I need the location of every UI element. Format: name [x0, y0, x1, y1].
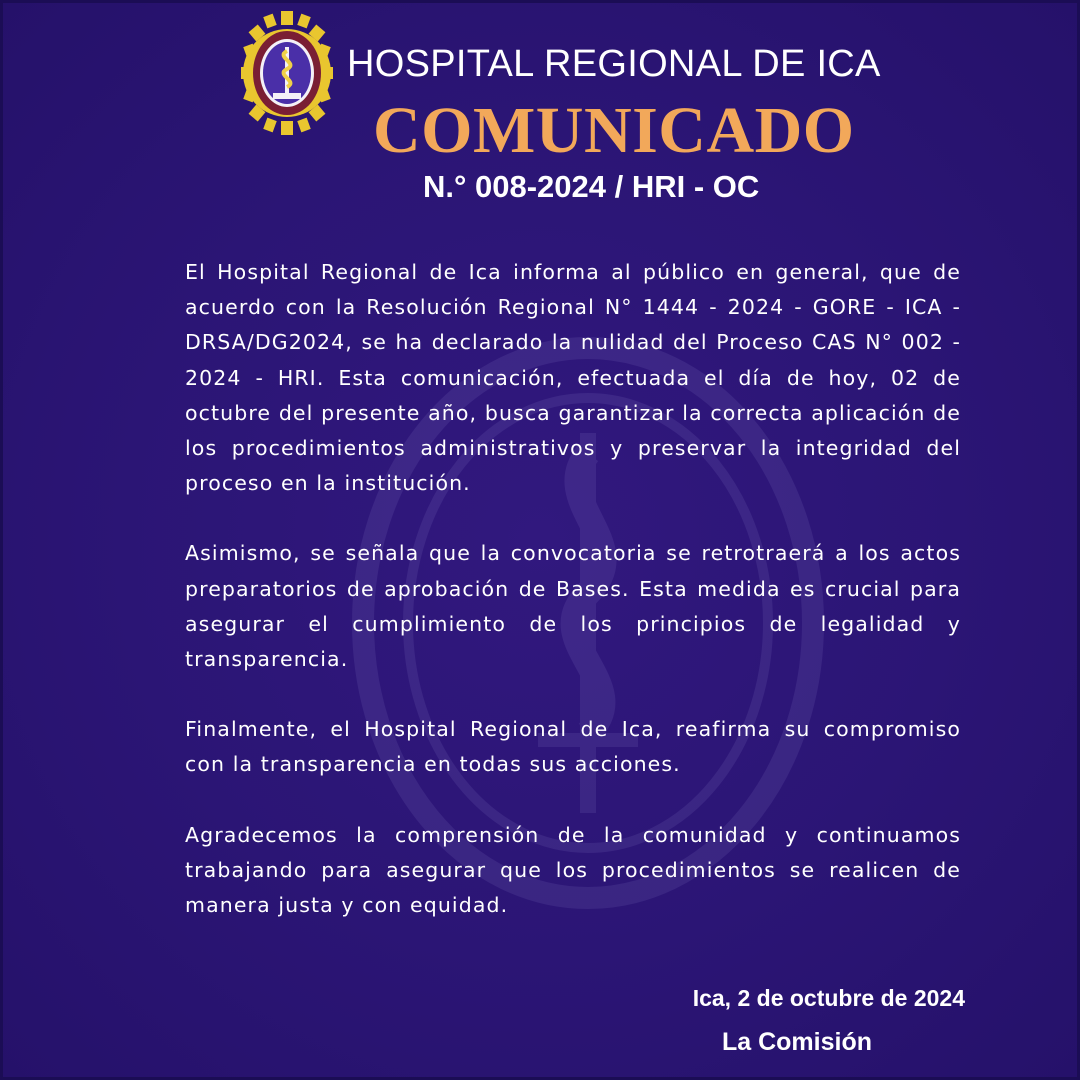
- signature-date: Ica, 2 de octubre de 2024: [692, 985, 965, 1011]
- paragraph-1: El Hospital Regional de Ica informa al público en general, que de acuerdo con la Resolución Regional N° 1444 - 2024 - GORE - ICA - DRSA/DG2024, se ha declarado la nulidad del Proceso CAS N° 002 - 2024 - HRI. Esta comunicación, efectuada el día de hoy, 02 de octubre del presente año, busca garantizar la correcta aplicación de los procedimientos administrativos y preservar la integridad del proceso en la institución.: [185, 260, 961, 496]
- paragraph-4: Agradecemos la comprensión de la comunidad y continuamos trabajando para asegurar que los procedimientos se realicen de manera justa y con equidad.: [185, 822, 961, 918]
- paragraph-2: Asimismo, se señala que la convocatoria se retrotraerá a los actos preparatorios de aprobación de Bases. Esta medida es crucial para asegurar el cumplimiento de los principios de legalidad y transparencia.: [185, 541, 961, 672]
- hospital-seal-icon: [241, 11, 333, 135]
- signature-block: [693, 983, 965, 1057]
- document-number: N.° 008-2024 / HRI - OC: [423, 169, 760, 204]
- document-title: COMUNICADO: [373, 94, 855, 167]
- hospital-name: HOSPITAL REGIONAL DE ICA: [347, 43, 881, 85]
- paragraph-3: Finalmente, el Hospital Regional de Ica, reafirma su compromiso con la transparencia en todas sus acciones.: [185, 717, 961, 777]
- signature-committee: La Comisión: [721, 1028, 872, 1056]
- communique-body: [185, 255, 961, 958]
